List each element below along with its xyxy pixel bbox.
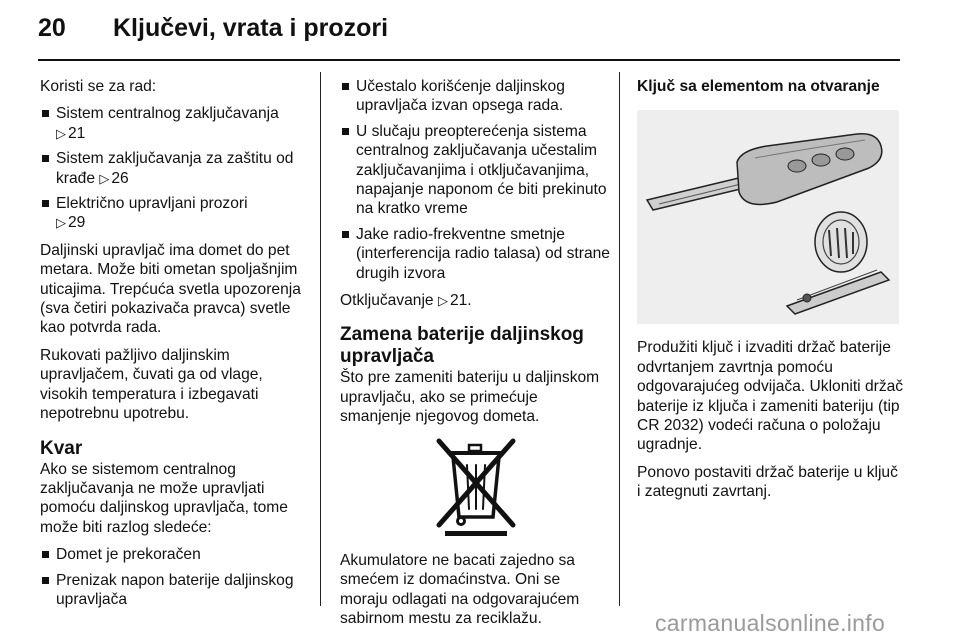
list-item: Sistem zaključavanja za zaštitu od krađe ▷ 26 bbox=[40, 149, 312, 188]
cross-reference-triangle-icon: ▷ bbox=[56, 125, 66, 141]
uses-list bbox=[40, 104, 312, 232]
column-3 bbox=[637, 77, 905, 510]
fault-paragraph: Ako se sistemom centralnog zaključavanja ne može upravljati pomoću daljinskog upravljača, tome može biti razlog sledeće: bbox=[40, 460, 288, 536]
recycle-paragraph: Akumulatore ne bacati zajedno sa smećem iz domaćinstva. Oni se moraju odlagati na odgovarajućem sabirnom mestu za reciklažu. bbox=[340, 551, 580, 627]
list-item: U slučaju preopterećenja sistema centralnog zaključavanja učestalim zaključavanjima i otključavanjima, napajanje naponom će biti prekinuto na kratko vreme bbox=[340, 122, 612, 219]
cross-reference-triangle-icon: ▷ bbox=[56, 215, 66, 231]
bullet-square-icon bbox=[42, 551, 49, 558]
column-divider bbox=[619, 72, 620, 606]
bullet-square-icon bbox=[342, 83, 349, 90]
chapter-title: Ključevi, vrata i prozori bbox=[113, 14, 389, 42]
cross-reference-triangle-icon: ▷ bbox=[437, 293, 448, 309]
list-item: Jake radio-frekventne smetnje (interferencija radio talasa) od strane drugih izvora bbox=[340, 225, 612, 283]
battery-paragraph: Što pre zameniti bateriju u daljinskom upravljaču, ako se primećuje smanjenje njegovog dometa. bbox=[340, 369, 600, 426]
column-2 bbox=[340, 77, 612, 636]
page-reference[interactable]: 21 bbox=[68, 124, 86, 142]
care-paragraph: Rukovati pažljivo daljinskim upravljačem, čuvati ga od vlage, visokih temperatura i izbegavati nepotrebnu upotrebu. bbox=[40, 346, 263, 423]
folding-key-battery-icon bbox=[637, 110, 899, 324]
page-number: 20 bbox=[38, 14, 66, 42]
list-item: Učestalo korišćenje daljinskog upravljača izvan opsega rada. bbox=[340, 77, 612, 116]
causes-list bbox=[40, 545, 312, 609]
list-item: Električno upravljani prozori ▷ 29 bbox=[40, 194, 312, 233]
page-reference[interactable]: 21. bbox=[449, 292, 472, 310]
list-item: Domet je prekoračen bbox=[40, 545, 312, 564]
bullet-square-icon bbox=[342, 231, 349, 238]
instruction-paragraph-2: Ponovo postaviti držač baterije u ključ i zategnuti zavrtanj. bbox=[637, 463, 898, 501]
intro-text: Koristi se za rad: bbox=[40, 78, 157, 95]
crossed-out-wheelie-bin-icon bbox=[435, 437, 517, 537]
watermark: carmanualsonline.info bbox=[655, 610, 886, 636]
page-header bbox=[0, 0, 960, 62]
list-item: Prenizak napon baterije daljinskog upravljača bbox=[40, 571, 312, 610]
cross-reference-triangle-icon: ▷ bbox=[99, 170, 110, 186]
column-divider bbox=[320, 72, 321, 606]
bullet-square-icon bbox=[42, 155, 49, 162]
bullet-square-icon bbox=[42, 577, 49, 584]
bullet-square-icon bbox=[342, 128, 349, 135]
bullet-square-icon bbox=[42, 110, 49, 117]
page-reference[interactable]: 26 bbox=[111, 169, 129, 187]
battery-heading: Zamena baterije daljinskog upravljača bbox=[340, 324, 584, 368]
header-rule bbox=[38, 59, 900, 61]
list-item: Sistem centralnog zaključavanja ▷ 21 bbox=[40, 104, 312, 143]
fault-heading: Kvar bbox=[40, 437, 83, 459]
key-illustration bbox=[637, 110, 899, 324]
key-section-heading: Ključ sa elementom na otvaranje bbox=[637, 78, 880, 95]
recycling-symbol bbox=[340, 437, 612, 537]
unlock-reference: Otključavanje ▷ 21. bbox=[340, 292, 472, 310]
bullet-square-icon bbox=[42, 200, 49, 207]
column-1 bbox=[40, 77, 312, 617]
instruction-paragraph-1: Produžiti ključ i izvaditi držač baterije odvrtanjem zavrtnja pomoću odgovarajućeg odvijača. Ukloniti držač baterije iz ključa i zameniti bateriju (tip CR 2032) vodeći računa o položaju ugradnje. bbox=[637, 339, 904, 454]
causes-list-continued bbox=[340, 77, 612, 283]
page-reference[interactable]: 29 bbox=[68, 214, 86, 232]
range-paragraph: Daljinski upravljač ima domet do pet metara. Može biti ometan spoljašnjim uticajima. Trepćuća svetla upozorenja (sva četiri pokazivača pravca) svetle kao potvrda rada. bbox=[40, 241, 301, 337]
